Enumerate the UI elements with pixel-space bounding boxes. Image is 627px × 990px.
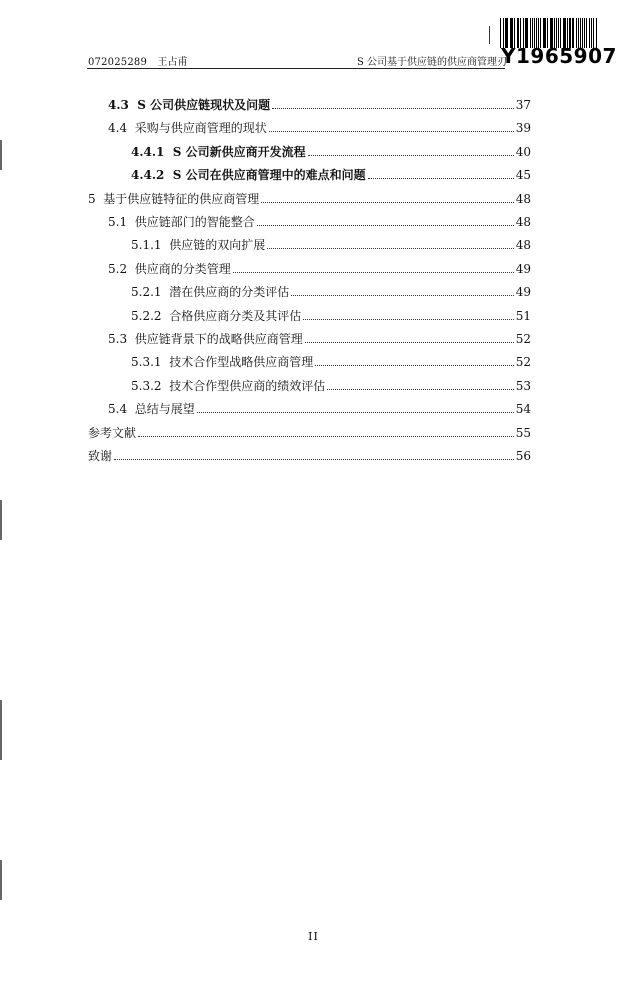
toc-dot-leader <box>327 389 514 390</box>
page-number: II <box>308 930 319 943</box>
toc-entry[interactable] <box>108 326 531 346</box>
toc-dot-leader <box>368 178 514 179</box>
toc-entry-page: 48 <box>515 238 531 253</box>
toc-entry-text: 技术合作型供应商的绩效评估 <box>169 378 326 393</box>
toc-dot-leader <box>308 155 514 156</box>
toc-entry-page: 37 <box>515 98 531 112</box>
toc-entry-number: 4.4 <box>108 121 128 136</box>
toc-dot-leader <box>269 131 514 132</box>
toc-entry-page: 51 <box>515 308 531 323</box>
toc-entry-text: 参考文献 <box>88 425 137 440</box>
toc-dot-leader <box>233 272 514 273</box>
toc-dot-leader <box>138 436 514 437</box>
toc-dot-leader <box>315 365 514 366</box>
toc-entry-number: 5 <box>88 191 96 206</box>
toc-entry-page: 49 <box>515 261 531 276</box>
toc-entry-text: S 公司供应链现状及问题 <box>137 98 271 112</box>
toc-entry-page: 40 <box>515 144 531 159</box>
header-rule <box>87 68 505 69</box>
toc-entry[interactable] <box>131 232 531 252</box>
toc-entry-text: S 公司在供应商管理中的难点和问题 <box>172 168 366 183</box>
toc-entry-page: 52 <box>515 355 531 370</box>
toc-entry-number: 5.4 <box>108 402 128 417</box>
toc-entry-number: 5.3.1 <box>131 355 162 370</box>
toc-entry-title <box>131 145 306 159</box>
barcode-separator <box>489 26 490 44</box>
toc-entry-text: 采购与供应商管理的现状 <box>134 121 267 136</box>
toc-entry-title <box>108 262 231 276</box>
toc-entry[interactable] <box>88 420 531 440</box>
toc-entry-title <box>131 238 265 252</box>
toc-dot-leader <box>272 108 514 109</box>
toc-entry[interactable] <box>131 139 531 159</box>
toc-entry-number: 5.2.1 <box>131 285 162 300</box>
toc-entry-title <box>108 332 303 346</box>
toc-entry-title <box>131 168 366 182</box>
toc-entry-text: 供应链背景下的战略供应商管理 <box>134 332 303 346</box>
toc-entry-title <box>108 121 267 135</box>
scan-edge-mark <box>0 860 2 900</box>
toc-entry-number: 4.3 <box>108 98 129 112</box>
toc-entry-number: 5.2.2 <box>131 308 162 323</box>
toc-entry[interactable] <box>131 373 531 393</box>
toc-entry-text: 潜在供应商的分类评估 <box>169 285 290 300</box>
toc-entry-page: 48 <box>515 191 531 206</box>
toc-entry-page: 53 <box>515 378 531 393</box>
toc-entry-title <box>88 426 136 440</box>
toc-entry[interactable] <box>131 162 531 182</box>
toc-entry-number: 5.2 <box>108 261 128 276</box>
toc-dot-leader <box>257 225 514 226</box>
toc-entry-title <box>88 192 259 206</box>
toc-dot-leader <box>197 412 514 413</box>
toc-entry-text: 致谢 <box>88 449 113 463</box>
toc-entry-title <box>108 98 270 112</box>
toc-entry[interactable] <box>108 115 531 135</box>
toc-entry-title <box>131 355 313 369</box>
toc-entry-text: 基于供应链特征的供应商管理 <box>103 191 260 206</box>
toc-entry-page: 39 <box>515 121 531 136</box>
toc-entry-title <box>88 449 112 463</box>
toc-entry[interactable] <box>88 186 531 206</box>
toc-entry-number: 5.1 <box>108 215 128 229</box>
toc-entry-page: 54 <box>515 402 531 417</box>
barcode-number: Y1965907 <box>501 44 617 68</box>
toc-entry-title <box>131 379 325 393</box>
toc-entry-number: 4.4.2 <box>131 168 165 183</box>
scan-edge-mark <box>0 700 2 760</box>
toc-entry[interactable] <box>131 279 531 299</box>
toc-entry-page: 48 <box>515 215 531 229</box>
toc-entry-text: 供应商的分类管理 <box>134 261 231 276</box>
toc-entry-text: 总结与展望 <box>134 402 195 417</box>
toc-entry-page: 45 <box>515 168 531 183</box>
toc-entry-number: 5.3 <box>108 332 128 346</box>
toc-entry-text: 合格供应商分类及其评估 <box>169 308 302 323</box>
toc-entry-text: S 公司新供应商开发流程 <box>172 144 306 159</box>
header-thesis-title: S 公司基于供应链的供应商管理刃 <box>357 57 508 68</box>
toc-entry[interactable] <box>88 443 531 463</box>
toc-entry[interactable] <box>108 256 531 276</box>
toc-entry-number: 5.1.1 <box>131 238 162 253</box>
toc-entry[interactable] <box>108 396 531 416</box>
toc-entry-number: 5.3.2 <box>131 378 162 393</box>
toc-dot-leader <box>291 295 514 296</box>
toc-entry-title <box>108 215 255 229</box>
toc-entry-title <box>131 309 301 323</box>
header-author: 072025289 王占甫 <box>88 57 188 68</box>
toc-dot-leader <box>267 248 514 249</box>
toc-entry-text: 供应链的双向扩展 <box>169 238 266 253</box>
scan-edge-mark <box>0 140 2 170</box>
toc-entry-text: 供应链部门的智能整合 <box>134 215 255 229</box>
toc-dot-leader <box>305 342 514 343</box>
toc-entry-title <box>108 402 195 416</box>
toc-entry[interactable] <box>131 303 531 323</box>
toc-dot-leader <box>114 459 514 460</box>
toc-entry-number: 4.4.1 <box>131 144 165 159</box>
toc-entry[interactable] <box>108 209 531 229</box>
toc-entry[interactable] <box>131 349 531 369</box>
toc-entry-page: 49 <box>515 285 531 300</box>
toc-entry[interactable] <box>108 92 531 112</box>
toc-entry-text: 技术合作型战略供应商管理 <box>169 355 314 370</box>
toc-dot-leader <box>303 319 514 320</box>
toc-entry-page: 55 <box>515 425 531 440</box>
toc-dot-leader <box>261 202 513 203</box>
toc-entry-page: 56 <box>515 449 531 463</box>
toc-entry-page: 52 <box>515 332 531 346</box>
toc-entry-title <box>131 285 289 299</box>
scan-edge-mark <box>0 500 2 540</box>
